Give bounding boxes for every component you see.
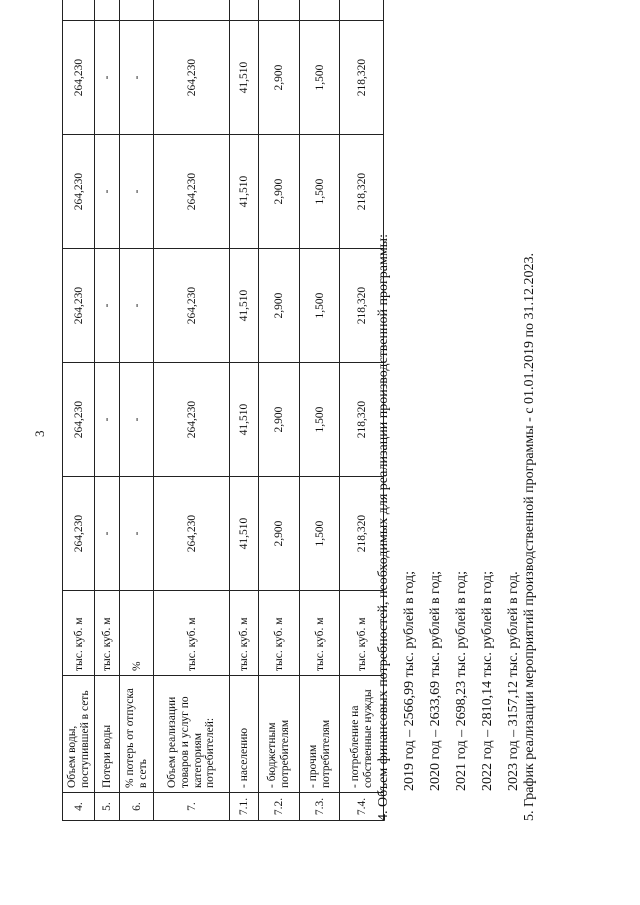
value-cell: 264,230 (63, 21, 95, 135)
unit-cell: тыс. куб. м (63, 591, 95, 676)
section-5-title: 5. График реализации мероприятий производственной программы - с 01.01.2019 по 31.12.2023. (522, 252, 537, 821)
value-cell: 218,320 (340, 21, 384, 135)
financial-needs-list (400, 571, 530, 791)
value-cell: 264,230 (63, 477, 95, 591)
value-cell: - (120, 135, 154, 249)
row-number-cell: 7.4. (340, 793, 384, 821)
row-number-cell: 7.3. (300, 793, 340, 821)
value-cell: - (120, 363, 154, 477)
value-cell: 264,230 (154, 249, 230, 363)
value-cell (154, 0, 230, 21)
indicator-name-cell: - бюджетным потребителям (259, 676, 300, 793)
section-4-title: 4. Объем финансовых потребностей, необходимых для реализации производственной программы: (376, 234, 391, 821)
value-cell (63, 0, 95, 21)
unit-cell: тыс. куб. м (95, 591, 120, 676)
value-cell: 264,230 (63, 363, 95, 477)
value-cell: 41,510 (230, 249, 259, 363)
table-row (95, 0, 120, 821)
indicator-name-cell: Потери воды (95, 676, 120, 793)
value-cell: 2,900 (259, 363, 300, 477)
financial-needs-item: 2019 год – 2566,99 тыс. рублей в год; (402, 570, 417, 791)
financial-needs-item: 2023 год – 3157,12 тыс. рублей в год. (506, 571, 521, 791)
table-row (230, 0, 259, 821)
indicator-name-cell: Объем воды, поступившей в сеть (63, 676, 95, 793)
value-cell: 218,320 (340, 477, 384, 591)
table-row (259, 0, 300, 821)
value-cell: 2,900 (259, 135, 300, 249)
indicator-name-cell: - населению (230, 676, 259, 793)
unit-cell: тыс. куб. м (300, 591, 340, 676)
value-cell: 2,900 (259, 477, 300, 591)
financial-needs-item: 2022 год – 2810,14 тыс. рублей в год; (480, 570, 495, 791)
table-row (120, 0, 154, 821)
row-number-cell: 7.2. (259, 793, 300, 821)
value-cell: 2,900 (259, 21, 300, 135)
value-cell: 41,510 (230, 363, 259, 477)
row-number-cell: 6. (120, 793, 154, 821)
value-cell: - (95, 477, 120, 591)
value-cell: - (95, 21, 120, 135)
row-number-cell: 4. (63, 793, 95, 821)
value-cell: 218,320 (340, 135, 384, 249)
row-number-cell: 5. (95, 793, 120, 821)
value-cell: 2,900 (259, 249, 300, 363)
financial-needs-item: 2020 год – 2633,69 тыс. рублей в год; (428, 570, 443, 791)
value-cell (300, 0, 340, 21)
value-cell: - (120, 477, 154, 591)
value-cell: 41,510 (230, 21, 259, 135)
value-cell: 264,230 (154, 477, 230, 591)
value-cell: 264,230 (154, 135, 230, 249)
value-cell: 1,500 (300, 135, 340, 249)
value-cell: 264,230 (154, 21, 230, 135)
value-cell: - (120, 249, 154, 363)
value-cell (120, 0, 154, 21)
unit-cell: тыс. куб. м (230, 591, 259, 676)
unit-cell: тыс. куб. м (259, 591, 300, 676)
financial-needs-item: 2021 год – 2698,23 тыс. рублей в год; (454, 570, 469, 791)
value-cell: 218,320 (340, 249, 384, 363)
value-cell (259, 0, 300, 21)
indicator-name-cell: - потребление на собственные нужды (340, 676, 384, 793)
value-cell: 1,500 (300, 249, 340, 363)
value-cell: 1,500 (300, 21, 340, 135)
value-cell: - (95, 363, 120, 477)
row-number-cell: 7. (154, 793, 230, 821)
value-cell: - (95, 135, 120, 249)
value-cell: 264,230 (63, 249, 95, 363)
unit-cell: % (120, 591, 154, 676)
unit-cell: тыс. куб. м (154, 591, 230, 676)
table-row (300, 0, 340, 821)
value-cell: 1,500 (300, 477, 340, 591)
value-cell (230, 0, 259, 21)
unit-cell: тыс. куб. м (340, 591, 384, 676)
indicator-name-cell: Объем реализации товаров и услуг по категориям потребителей: (154, 676, 230, 793)
indicator-name-cell: % потерь от отпуска в сеть (120, 676, 154, 793)
table-row (154, 0, 230, 821)
value-cell: 264,230 (154, 363, 230, 477)
value-cell: 1,500 (300, 363, 340, 477)
page-number: 3 (32, 430, 47, 437)
value-cell: 41,510 (230, 477, 259, 591)
row-number-cell: 7.1. (230, 793, 259, 821)
value-cell: 218,320 (340, 363, 384, 477)
value-cell: - (95, 249, 120, 363)
indicator-name-cell: - прочим потребителям (300, 676, 340, 793)
value-cell (95, 0, 120, 21)
value-cell (340, 0, 384, 21)
table-row (63, 0, 95, 821)
value-cell: 264,230 (63, 135, 95, 249)
production-program-table (62, 0, 384, 821)
value-cell: - (120, 21, 154, 135)
value-cell: 41,510 (230, 135, 259, 249)
